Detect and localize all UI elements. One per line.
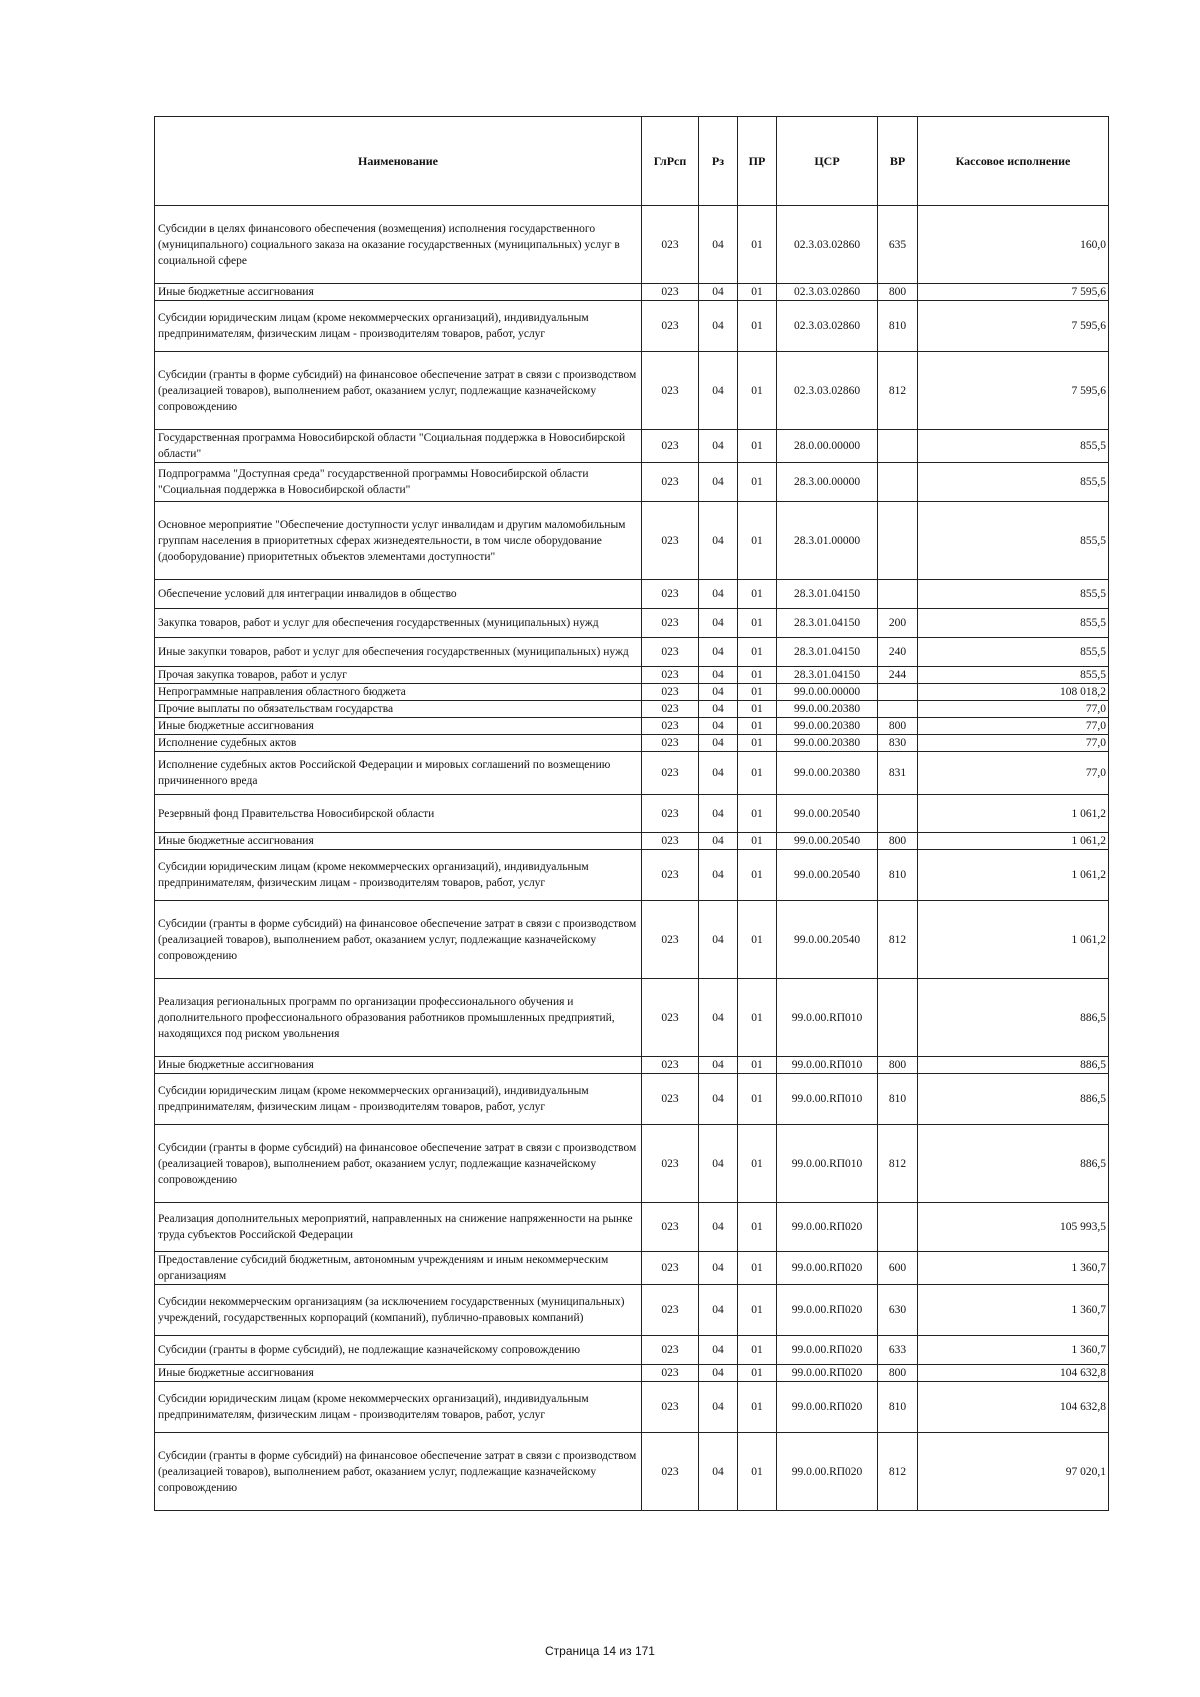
row-pr: 01 (738, 430, 777, 463)
row-csr: 99.0.00.00000 (777, 684, 878, 701)
row-amount: 7 595,6 (918, 284, 1109, 301)
row-rz: 04 (699, 352, 738, 430)
row-glrsp: 023 (642, 667, 699, 684)
row-pr: 01 (738, 284, 777, 301)
table-row (155, 463, 1109, 502)
row-csr: 28.0.00.00000 (777, 430, 878, 463)
row-name: Исполнение судебных актов (155, 735, 642, 752)
row-name: Субсидии юридическим лицам (кроме некоммерческих организаций), индивидуальным предпринимателям, физическим лицам - производителям товаров, работ, услуг (155, 1074, 642, 1125)
row-pr: 01 (738, 795, 777, 833)
row-pr: 01 (738, 701, 777, 718)
row-amount: 104 632,8 (918, 1365, 1109, 1382)
header-glrsp: ГлРсп (642, 117, 699, 206)
row-vr: 600 (878, 1252, 918, 1285)
row-vr: 800 (878, 718, 918, 735)
row-glrsp: 023 (642, 284, 699, 301)
table-header-row (155, 117, 1109, 206)
row-rz: 04 (699, 638, 738, 667)
row-amount: 97 020,1 (918, 1433, 1109, 1511)
row-pr: 01 (738, 352, 777, 430)
table-row (155, 1203, 1109, 1252)
row-vr (878, 701, 918, 718)
row-vr: 800 (878, 284, 918, 301)
row-vr: 812 (878, 352, 918, 430)
row-rz: 04 (699, 795, 738, 833)
table-row (155, 580, 1109, 609)
row-name: Прочая закупка товаров, работ и услуг (155, 667, 642, 684)
row-amount: 886,5 (918, 1057, 1109, 1074)
row-glrsp: 023 (642, 850, 699, 901)
row-name: Субсидии (гранты в форме субсидий) на финансовое обеспечение затрат в связи с производством (реализацией товаров), выполнением работ, оказанием услуг, подлежащие казначейскому сопровождению (155, 901, 642, 979)
row-vr (878, 684, 918, 701)
row-glrsp: 023 (642, 1057, 699, 1074)
row-csr: 99.0.00.RП010 (777, 979, 878, 1057)
table-body (155, 206, 1109, 1511)
row-rz: 04 (699, 850, 738, 901)
row-amount: 77,0 (918, 701, 1109, 718)
row-name: Предоставление субсидий бюджетным, автономным учреждениям и иным некоммерческим организациям (155, 1252, 642, 1285)
row-glrsp: 023 (642, 795, 699, 833)
row-amount: 1 061,2 (918, 833, 1109, 850)
row-amount: 1 360,7 (918, 1336, 1109, 1365)
row-pr: 01 (738, 1203, 777, 1252)
row-glrsp: 023 (642, 979, 699, 1057)
row-csr: 99.0.00.RП020 (777, 1336, 878, 1365)
row-name: Субсидии (гранты в форме субсидий) на финансовое обеспечение затрат в связи с производством (реализацией товаров), выполнением работ, оказанием услуг, подлежащие казначейскому сопровождению (155, 1125, 642, 1203)
row-amount: 1 360,7 (918, 1285, 1109, 1336)
row-rz: 04 (699, 735, 738, 752)
row-amount: 1 061,2 (918, 795, 1109, 833)
row-rz: 04 (699, 901, 738, 979)
row-csr: 99.0.00.RП020 (777, 1252, 878, 1285)
row-name: Иные бюджетные ассигнования (155, 833, 642, 850)
row-rz: 04 (699, 502, 738, 580)
row-pr: 01 (738, 609, 777, 638)
row-csr: 99.0.00.RП010 (777, 1125, 878, 1203)
row-name: Субсидии юридическим лицам (кроме некоммерческих организаций), индивидуальным предпринимателям, физическим лицам - производителям товаров, работ, услуг (155, 301, 642, 352)
row-amount: 7 595,6 (918, 352, 1109, 430)
budget-execution-table (154, 116, 1109, 1511)
row-rz: 04 (699, 284, 738, 301)
row-csr: 02.3.03.02860 (777, 206, 878, 284)
row-csr: 28.3.01.04150 (777, 580, 878, 609)
row-rz: 04 (699, 1285, 738, 1336)
row-glrsp: 023 (642, 1336, 699, 1365)
header-pr: ПР (738, 117, 777, 206)
row-csr: 02.3.03.02860 (777, 284, 878, 301)
row-csr: 02.3.03.02860 (777, 301, 878, 352)
row-pr: 01 (738, 638, 777, 667)
row-pr: 01 (738, 1074, 777, 1125)
row-vr: 630 (878, 1285, 918, 1336)
row-vr (878, 1203, 918, 1252)
row-amount: 855,5 (918, 463, 1109, 502)
row-csr: 99.0.00.RП020 (777, 1365, 878, 1382)
table-row (155, 718, 1109, 735)
table-row (155, 502, 1109, 580)
table-row (155, 667, 1109, 684)
row-vr: 810 (878, 1074, 918, 1125)
row-amount: 855,5 (918, 502, 1109, 580)
table-row (155, 1365, 1109, 1382)
row-vr (878, 430, 918, 463)
row-csr: 99.0.00.20540 (777, 901, 878, 979)
row-name: Субсидии (гранты в форме субсидий) на финансовое обеспечение затрат в связи с производством (реализацией товаров), выполнением работ, оказанием услуг, подлежащие казначейскому сопровождению (155, 1433, 642, 1511)
table-row (155, 352, 1109, 430)
page-number: Страница 14 из 171 (545, 1644, 655, 1658)
row-name: Закупка товаров, работ и услуг для обеспечения государственных (муниципальных) нужд (155, 609, 642, 638)
row-pr: 01 (738, 1125, 777, 1203)
row-glrsp: 023 (642, 430, 699, 463)
row-name: Подпрограмма "Доступная среда" государственной программы Новосибирской области "Социальная поддержка в Новосибирской области" (155, 463, 642, 502)
row-amount: 105 993,5 (918, 1203, 1109, 1252)
row-name: Субсидии в целях финансового обеспечения (возмещения) исполнения государственного (муниципального) социального заказа на оказание государственных (муниципальных) услуг в социальной сфере (155, 206, 642, 284)
header-csr: ЦСР (777, 117, 878, 206)
row-name: Прочие выплаты по обязательствам государства (155, 701, 642, 718)
table-row (155, 1382, 1109, 1433)
row-name: Субсидии некоммерческим организациям (за исключением государственных (муниципальных) учреждений, государственных корпораций (компаний), публично-правовых компаний) (155, 1285, 642, 1336)
row-amount: 108 018,2 (918, 684, 1109, 701)
row-rz: 04 (699, 1203, 738, 1252)
row-amount: 886,5 (918, 1125, 1109, 1203)
row-rz: 04 (699, 979, 738, 1057)
table-row (155, 684, 1109, 701)
row-rz: 04 (699, 580, 738, 609)
row-vr (878, 463, 918, 502)
row-amount: 77,0 (918, 752, 1109, 795)
row-pr: 01 (738, 901, 777, 979)
row-amount: 855,5 (918, 667, 1109, 684)
row-pr: 01 (738, 833, 777, 850)
header-vr: ВР (878, 117, 918, 206)
row-pr: 01 (738, 752, 777, 795)
row-pr: 01 (738, 1057, 777, 1074)
row-pr: 01 (738, 1336, 777, 1365)
row-amount: 1 061,2 (918, 850, 1109, 901)
row-name: Субсидии юридическим лицам (кроме некоммерческих организаций), индивидуальным предпринимателям, физическим лицам - производителям товаров, работ, услуг (155, 850, 642, 901)
row-name: Исполнение судебных актов Российской Федерации и мировых соглашений по возмещению причиненного вреда (155, 752, 642, 795)
row-csr: 99.0.00.20540 (777, 795, 878, 833)
row-pr: 01 (738, 301, 777, 352)
row-rz: 04 (699, 833, 738, 850)
row-name: Государственная программа Новосибирской области "Социальная поддержка в Новосибирской области" (155, 430, 642, 463)
row-name: Субсидии (гранты в форме субсидий), не подлежащие казначейскому сопровождению (155, 1336, 642, 1365)
row-pr: 01 (738, 580, 777, 609)
row-vr: 810 (878, 850, 918, 901)
row-amount: 160,0 (918, 206, 1109, 284)
row-vr: 810 (878, 1382, 918, 1433)
table-row (155, 833, 1109, 850)
row-amount: 104 632,8 (918, 1382, 1109, 1433)
row-glrsp: 023 (642, 352, 699, 430)
row-glrsp: 023 (642, 901, 699, 979)
row-amount: 886,5 (918, 979, 1109, 1057)
row-vr: 830 (878, 735, 918, 752)
row-pr: 01 (738, 1382, 777, 1433)
row-rz: 04 (699, 206, 738, 284)
row-csr: 99.0.00.RП020 (777, 1285, 878, 1336)
row-csr: 99.0.00.RП010 (777, 1074, 878, 1125)
row-amount: 7 595,6 (918, 301, 1109, 352)
row-rz: 04 (699, 1252, 738, 1285)
row-pr: 01 (738, 979, 777, 1057)
header-name: Наименование (155, 117, 642, 206)
table-row (155, 1125, 1109, 1203)
row-vr: 200 (878, 609, 918, 638)
row-glrsp: 023 (642, 1203, 699, 1252)
header-cash-execution: Кассовое исполнение (918, 117, 1109, 206)
row-name: Реализация региональных программ по организации профессионального обучения и дополнительного профессионального образования работников промышленных предприятий, находящихся под риском увольнения (155, 979, 642, 1057)
row-csr: 28.3.01.04150 (777, 667, 878, 684)
row-glrsp: 023 (642, 1074, 699, 1125)
row-glrsp: 023 (642, 735, 699, 752)
table-row (155, 795, 1109, 833)
row-rz: 04 (699, 1336, 738, 1365)
row-pr: 01 (738, 1365, 777, 1382)
row-name: Субсидии (гранты в форме субсидий) на финансовое обеспечение затрат в связи с производством (реализацией товаров), выполнением работ, оказанием услуг, подлежащие казначейскому сопровождению (155, 352, 642, 430)
table-row (155, 1074, 1109, 1125)
row-vr: 240 (878, 638, 918, 667)
row-glrsp: 023 (642, 301, 699, 352)
row-amount: 77,0 (918, 735, 1109, 752)
row-pr: 01 (738, 718, 777, 735)
row-vr: 244 (878, 667, 918, 684)
row-csr: 28.3.01.04150 (777, 638, 878, 667)
table-row (155, 1057, 1109, 1074)
row-pr: 01 (738, 1252, 777, 1285)
row-glrsp: 023 (642, 206, 699, 284)
row-csr: 99.0.00.20540 (777, 833, 878, 850)
row-csr: 28.3.01.04150 (777, 609, 878, 638)
row-csr: 28.3.00.00000 (777, 463, 878, 502)
row-glrsp: 023 (642, 752, 699, 795)
row-csr: 99.0.00.20380 (777, 718, 878, 735)
row-name: Иные бюджетные ассигнования (155, 718, 642, 735)
row-pr: 01 (738, 206, 777, 284)
row-pr: 01 (738, 463, 777, 502)
row-amount: 855,5 (918, 580, 1109, 609)
header-rz: Рз (699, 117, 738, 206)
row-glrsp: 023 (642, 609, 699, 638)
table-row (155, 609, 1109, 638)
row-rz: 04 (699, 1365, 738, 1382)
row-glrsp: 023 (642, 1365, 699, 1382)
row-amount: 886,5 (918, 1074, 1109, 1125)
row-rz: 04 (699, 1125, 738, 1203)
row-pr: 01 (738, 684, 777, 701)
row-amount: 1 360,7 (918, 1252, 1109, 1285)
table-row (155, 1433, 1109, 1511)
row-vr (878, 580, 918, 609)
row-vr: 800 (878, 1057, 918, 1074)
row-rz: 04 (699, 752, 738, 795)
row-amount: 77,0 (918, 718, 1109, 735)
row-glrsp: 023 (642, 684, 699, 701)
table-row (155, 284, 1109, 301)
row-vr (878, 795, 918, 833)
table-row (155, 301, 1109, 352)
row-rz: 04 (699, 1433, 738, 1511)
row-vr (878, 502, 918, 580)
row-vr: 800 (878, 1365, 918, 1382)
row-name: Основное мероприятие "Обеспечение доступности услуг инвалидам и другим маломобильным группам населения в приоритетных сферах жизнедеятельности, в том числе оборудование (дооборудование) приоритетных объектов элементами доступности" (155, 502, 642, 580)
row-amount: 855,5 (918, 609, 1109, 638)
row-glrsp: 023 (642, 1285, 699, 1336)
row-name: Непрограммные направления областного бюджета (155, 684, 642, 701)
row-vr: 812 (878, 1433, 918, 1511)
row-name: Резервный фонд Правительства Новосибирской области (155, 795, 642, 833)
row-glrsp: 023 (642, 1433, 699, 1511)
row-rz: 04 (699, 609, 738, 638)
row-glrsp: 023 (642, 718, 699, 735)
row-amount: 855,5 (918, 430, 1109, 463)
row-amount: 1 061,2 (918, 901, 1109, 979)
table-row (155, 901, 1109, 979)
row-glrsp: 023 (642, 463, 699, 502)
row-vr (878, 979, 918, 1057)
row-vr: 633 (878, 1336, 918, 1365)
row-rz: 04 (699, 1382, 738, 1433)
row-pr: 01 (738, 502, 777, 580)
row-csr: 99.0.00.RП020 (777, 1382, 878, 1433)
row-pr: 01 (738, 1433, 777, 1511)
row-glrsp: 023 (642, 833, 699, 850)
row-vr: 635 (878, 206, 918, 284)
table-row (155, 735, 1109, 752)
table-row (155, 1336, 1109, 1365)
row-rz: 04 (699, 463, 738, 502)
row-rz: 04 (699, 1074, 738, 1125)
row-pr: 01 (738, 850, 777, 901)
row-glrsp: 023 (642, 638, 699, 667)
table-row (155, 430, 1109, 463)
row-name: Реализация дополнительных мероприятий, направленных на снижение напряженности на рынке труда субъектов Российской Федерации (155, 1203, 642, 1252)
row-pr: 01 (738, 667, 777, 684)
row-csr: 28.3.01.00000 (777, 502, 878, 580)
row-csr: 99.0.00.20380 (777, 701, 878, 718)
row-glrsp: 023 (642, 1125, 699, 1203)
table-row (155, 638, 1109, 667)
row-rz: 04 (699, 430, 738, 463)
row-csr: 99.0.00.20540 (777, 850, 878, 901)
row-vr: 800 (878, 833, 918, 850)
row-pr: 01 (738, 735, 777, 752)
row-csr: 99.0.00.RП020 (777, 1203, 878, 1252)
table-row (155, 752, 1109, 795)
row-vr: 812 (878, 901, 918, 979)
row-rz: 04 (699, 667, 738, 684)
row-amount: 855,5 (918, 638, 1109, 667)
row-rz: 04 (699, 684, 738, 701)
row-csr: 99.0.00.RП020 (777, 1433, 878, 1511)
row-name: Иные бюджетные ассигнования (155, 284, 642, 301)
row-glrsp: 023 (642, 580, 699, 609)
table-row (155, 206, 1109, 284)
row-csr: 99.0.00.RП010 (777, 1057, 878, 1074)
row-pr: 01 (738, 1285, 777, 1336)
row-vr: 810 (878, 301, 918, 352)
row-name: Иные бюджетные ассигнования (155, 1057, 642, 1074)
row-csr: 99.0.00.20380 (777, 735, 878, 752)
row-glrsp: 023 (642, 502, 699, 580)
row-csr: 99.0.00.20380 (777, 752, 878, 795)
row-rz: 04 (699, 1057, 738, 1074)
row-csr: 02.3.03.02860 (777, 352, 878, 430)
row-vr: 812 (878, 1125, 918, 1203)
row-rz: 04 (699, 301, 738, 352)
row-name: Субсидии юридическим лицам (кроме некоммерческих организаций), индивидуальным предпринимателям, физическим лицам - производителям товаров, работ, услуг (155, 1382, 642, 1433)
table-row (155, 850, 1109, 901)
row-name: Обеспечение условий для интеграции инвалидов в общество (155, 580, 642, 609)
row-name: Иные закупки товаров, работ и услуг для обеспечения государственных (муниципальных) нужд (155, 638, 642, 667)
row-rz: 04 (699, 718, 738, 735)
table-row (155, 1285, 1109, 1336)
row-glrsp: 023 (642, 1382, 699, 1433)
table-row (155, 1252, 1109, 1285)
row-name: Иные бюджетные ассигнования (155, 1365, 642, 1382)
row-rz: 04 (699, 701, 738, 718)
row-glrsp: 023 (642, 701, 699, 718)
table-row (155, 701, 1109, 718)
row-glrsp: 023 (642, 1252, 699, 1285)
table-row (155, 979, 1109, 1057)
row-vr: 831 (878, 752, 918, 795)
